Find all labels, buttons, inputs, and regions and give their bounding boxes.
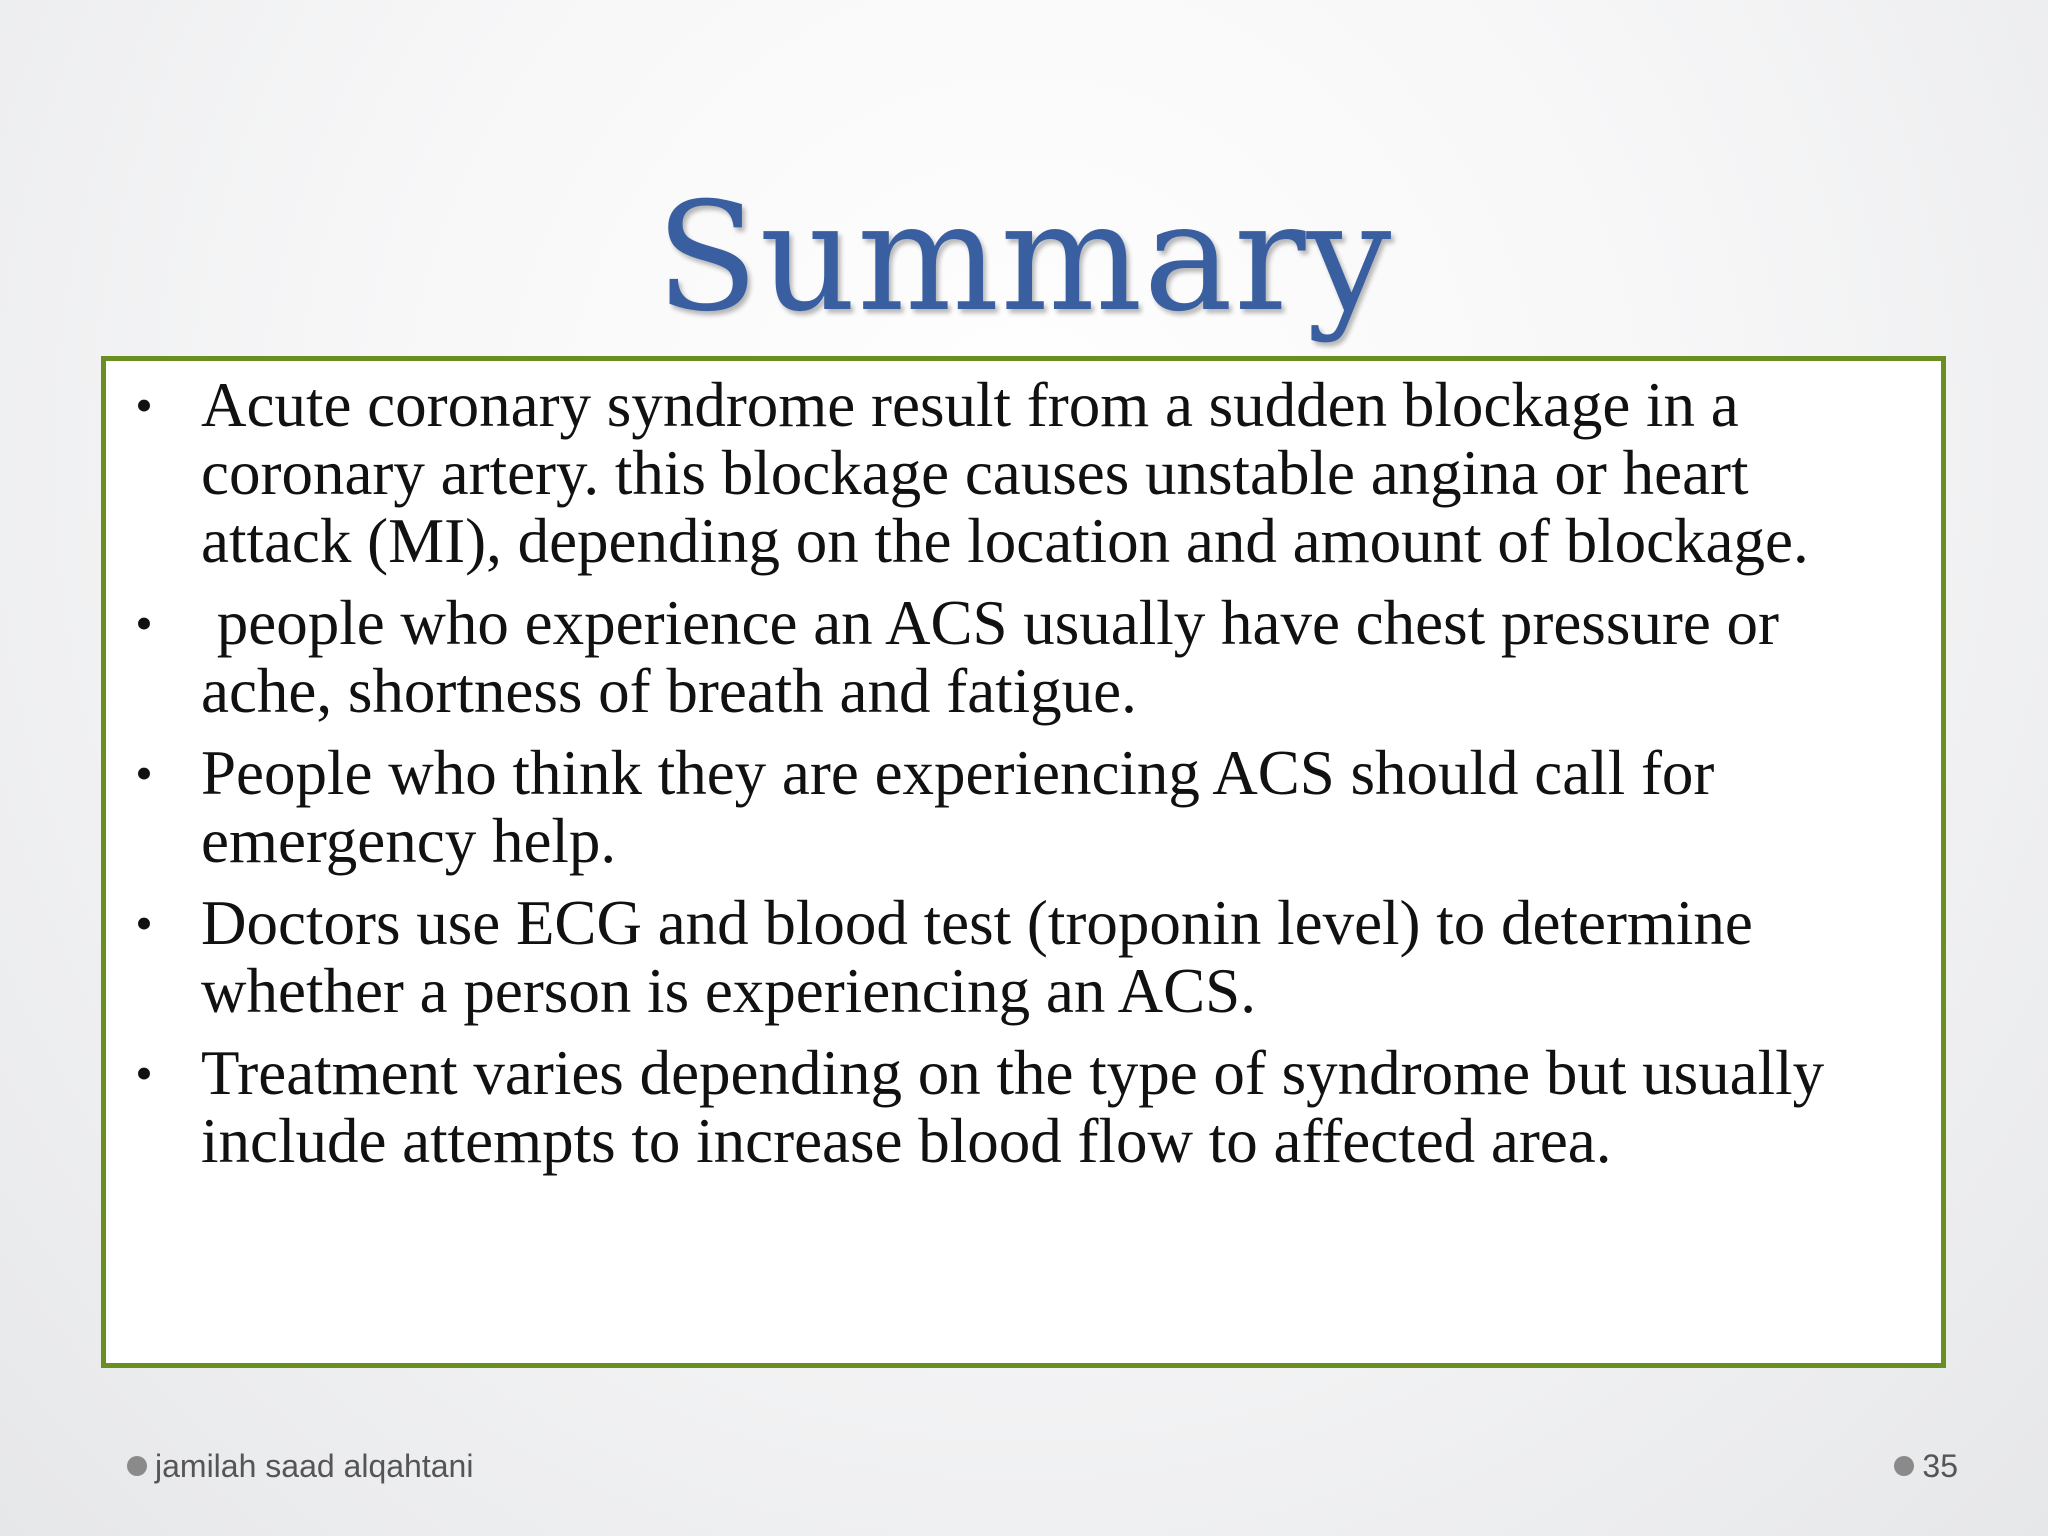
bullet-list [106, 371, 1901, 1175]
bullet-text: People who think they are experiencing ACS should call for emergency help. [201, 738, 1715, 876]
bullet-icon: • [135, 745, 153, 801]
bullet-text: Doctors use ECG and blood test (troponin level) to determine whether a person is experiencing an ACS. [201, 888, 1753, 1026]
list-item [106, 739, 1901, 875]
circle-bullet-icon [1894, 1456, 1914, 1476]
bullet-icon: • [135, 377, 153, 433]
bullet-text: people who experience an ACS usually have chest pressure or ache, shortness of breath and fatigue. [201, 588, 1795, 726]
footer-author-text: jamilah saad alqahtani [155, 1447, 474, 1484]
list-item [106, 589, 1901, 725]
bullet-icon: • [135, 895, 153, 951]
list-item [106, 1039, 1901, 1175]
content-box [101, 356, 1946, 1368]
footer-author [127, 1448, 473, 1484]
list-item [106, 889, 1901, 1025]
slide-title: Summary [655, 171, 1393, 345]
footer-page-number [1894, 1448, 1958, 1484]
bullet-text: Acute coronary syndrome result from a sudden blockage in a coronary artery. this blockage causes unstable angina or heart attack (MI), depending on the location and amount of blockage. [201, 370, 1809, 576]
bullet-icon: • [135, 1045, 153, 1101]
page-number-text: 35 [1922, 1447, 1958, 1484]
list-item [106, 371, 1901, 575]
bullet-text: Treatment varies depending on the type of syndrome but usually include attempts to increase blood flow to affected area. [201, 1038, 1825, 1176]
circle-bullet-icon [127, 1456, 147, 1476]
bullet-icon: • [135, 595, 153, 651]
